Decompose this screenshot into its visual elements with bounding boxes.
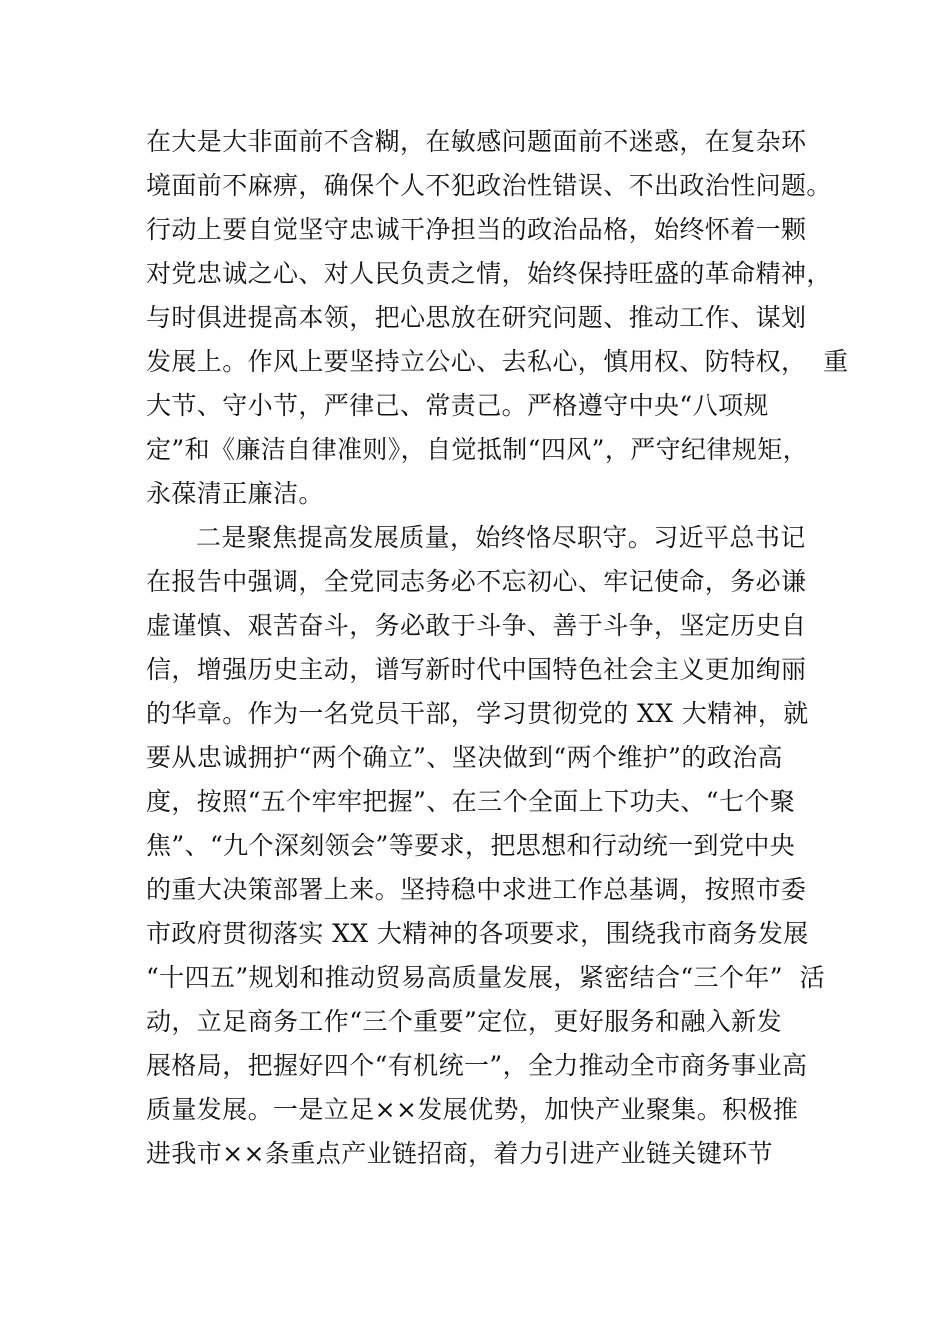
text-line: 市政府贯彻落实 XX 大精神的各项要求，围绕我市商务发展 [146,919,809,948]
text-line: 在报告中强调，全党同志务必不忘初心、牢记使命，务必谦 [146,567,807,596]
text-line: 要从忠诚拥护“两个确立”、坚决做到“两个维护”的政治高 [146,743,783,772]
text-line: 的重大决策部署上来。坚持稳中求进工作总基调，按照市委 [146,875,807,904]
text-line: 的华章。作为一名党员干部，学习贯彻党的 XX 大精神，就 [146,699,809,728]
text-line: 境面前不麻痹，确保个人不犯政治性错误、不出政治性问题。 [146,171,832,200]
text-line: 对党忠诚之心、对人民负责之情，始终保持旺盛的革命精神， [146,259,832,288]
text-line: 定”和《廉洁自律准则》，自觉抵制“四风”，严守纪律规矩， [146,435,809,464]
text-line: “十四五”规划和推动贸易高质量发展，紧密结合“三个年” 活 [146,963,826,992]
text-line: 在大是大非面前不含糊，在敏感问题面前不迷惑，在复杂环 [146,127,807,156]
text-line: 与时俱进提高本领，把心思放在研究问题、推动工作、谋划 [146,303,807,332]
text-line: 信，增强历史主动，谱写新时代中国特色社会主义更加绚丽 [146,655,807,684]
text-line: 度，按照“五个牢牢把握”、在三个全面上下功夫、“七个聚 [146,787,796,816]
text-line: 焦”、“九个深刻领会”等要求，把思想和行动统一到党中央 [146,831,796,860]
text-line: 虚谨慎、艰苦奋斗，务必敢于斗争、善于斗争，坚定历史自 [146,611,807,640]
text-line: 进我市××条重点产业链招商，着力引进产业链关键环节 [146,1139,773,1168]
text-line: 展格局，把握好四个“有机统一”，全力推动全市商务事业高 [146,1051,808,1080]
body-text [146,120,849,1176]
text-line: 大节、守小节，严律己、常责己。严格遵守中央“八项规 [146,391,769,420]
text-line: 动，立足商务工作“三个重要”定位，更好服务和融入新发 [146,1007,782,1036]
text-line: 永葆清正廉洁。 [146,479,324,508]
text-line: 发展上。作风上要坚持立公心、去私心，慎用权、防特权， 重 [146,347,849,376]
text-line: 行动上要自觉坚守忠诚干净担当的政治品格，始终怀着一颗 [146,215,807,244]
paragraph-start-line: 二是聚焦提高发展质量，始终恪尽职守。习近平总书记 [196,523,806,552]
text-line: 质量发展。一是立足××发展优势，加快产业聚集。积极推 [146,1095,799,1124]
